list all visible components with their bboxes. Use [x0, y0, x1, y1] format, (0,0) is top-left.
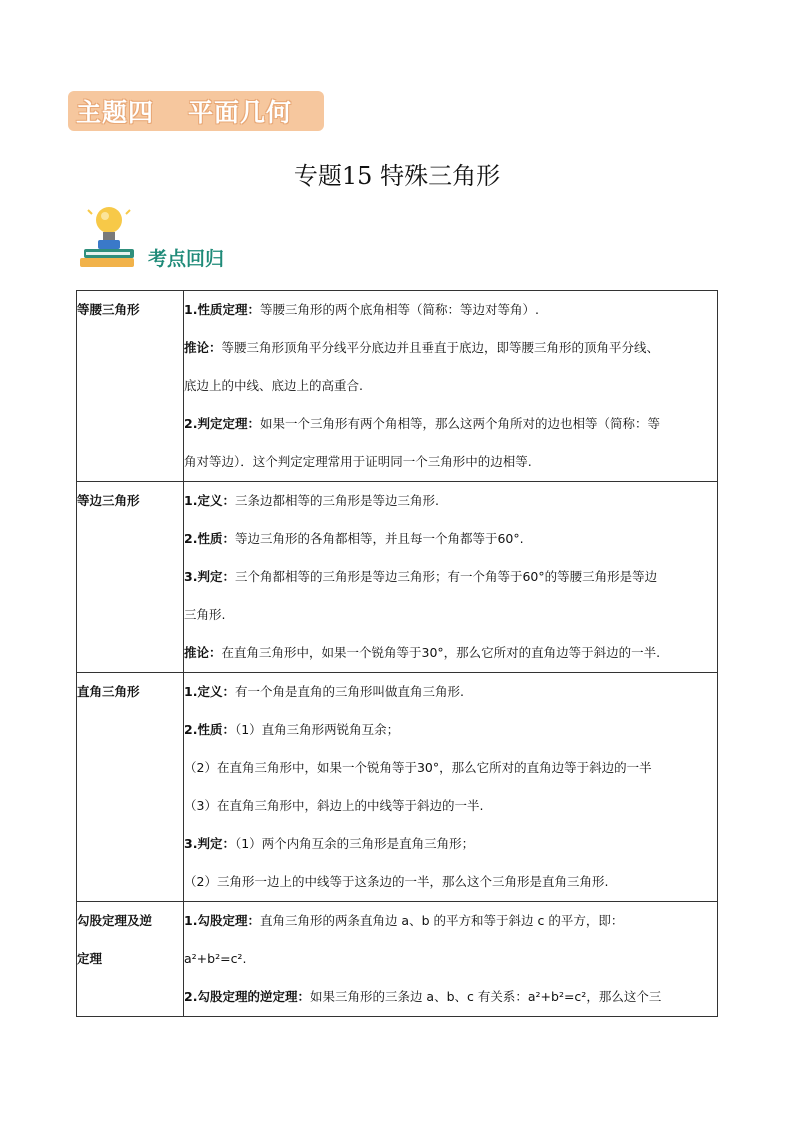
row-header: 等腰三角形 — [77, 291, 184, 482]
summary-table — [76, 290, 718, 1017]
row-header-line: 勾股定理及逆 — [77, 913, 153, 928]
table-row — [77, 902, 718, 1017]
table-row — [77, 291, 718, 482]
page-title: 专题15 特殊三角形 — [293, 162, 501, 190]
row-header: 直角三角形 — [77, 673, 184, 902]
table-row — [77, 482, 718, 673]
row-header-line: 定理 — [77, 951, 103, 966]
row-header — [77, 902, 184, 1017]
content-line: 角对等边）．这个判定定理常用于证明同一个三角形中的边相等. — [184, 454, 532, 469]
section-label: 考点回归 — [148, 248, 225, 270]
content-line: （2）三角形一边上的中线等于这条边的一半，那么这个三角形是直角三角形. — [184, 874, 609, 889]
content-line: 2.判定定理：如果一个三角形有两个角相等，那么这两个角所对的边也相等（简称：等 — [184, 416, 660, 431]
content-line: a²+b²=c². — [184, 951, 247, 966]
content-line: 2.勾股定理的逆定理：如果三角形的三条边 a、b、c 有关系：a²+b²=c²，那么这个三 — [184, 989, 662, 1004]
content-line: 3.判定：（1）两个内角互余的三角形是直角三角形； — [184, 836, 475, 851]
content-line: （2）在直角三角形中，如果一个锐角等于30°，那么它所对的直角边等于斜边的一半 — [184, 760, 652, 775]
content-line: 三角形. — [184, 607, 226, 622]
content-line: 1.性质定理：等腰三角形的两个底角相等（简称：等边对等角）. — [184, 302, 539, 317]
topic-banner — [68, 91, 324, 131]
content-line: 2.性质：等边三角形的各角都相等，并且每一个角都等于60°. — [184, 531, 524, 546]
row-content — [184, 673, 718, 902]
table-row — [77, 673, 718, 902]
content-line: 推论：在直角三角形中，如果一个锐角等于30°，那么它所对的直角边等于斜边的一半. — [184, 645, 661, 660]
banner-topic-name: 平面几何 — [188, 98, 293, 127]
row-content — [184, 482, 718, 673]
lightbulb-books-icon — [78, 206, 140, 272]
content-line: 推论：等腰三角形顶角平分线平分底边并且垂直于底边，即等腰三角形的顶角平分线、 — [184, 340, 660, 355]
content-line: 1.定义：三条边都相等的三角形是等边三角形. — [184, 493, 439, 508]
banner-topic-number: 主题四 — [76, 98, 155, 127]
content-line: 3.判定：三个角都相等的三角形是等边三角形；有一个角等于60°的等腰三角形是等边 — [184, 569, 658, 584]
content-line: 2.性质：（1）直角三角形两锐角互余； — [184, 722, 400, 737]
content-line: （3）在直角三角形中，斜边上的中线等于斜边的一半. — [184, 798, 484, 813]
row-content — [184, 902, 718, 1017]
row-content — [184, 291, 718, 482]
row-header: 等边三角形 — [77, 482, 184, 673]
content-line: 底边上的中线、底边上的高重合. — [184, 378, 363, 393]
content-line: 1.定义：有一个角是直角的三角形叫做直角三角形. — [184, 684, 464, 699]
content-line: 1.勾股定理：直角三角形的两条直角边 a、b 的平方和等于斜边 c 的平方，即： — [184, 913, 624, 928]
